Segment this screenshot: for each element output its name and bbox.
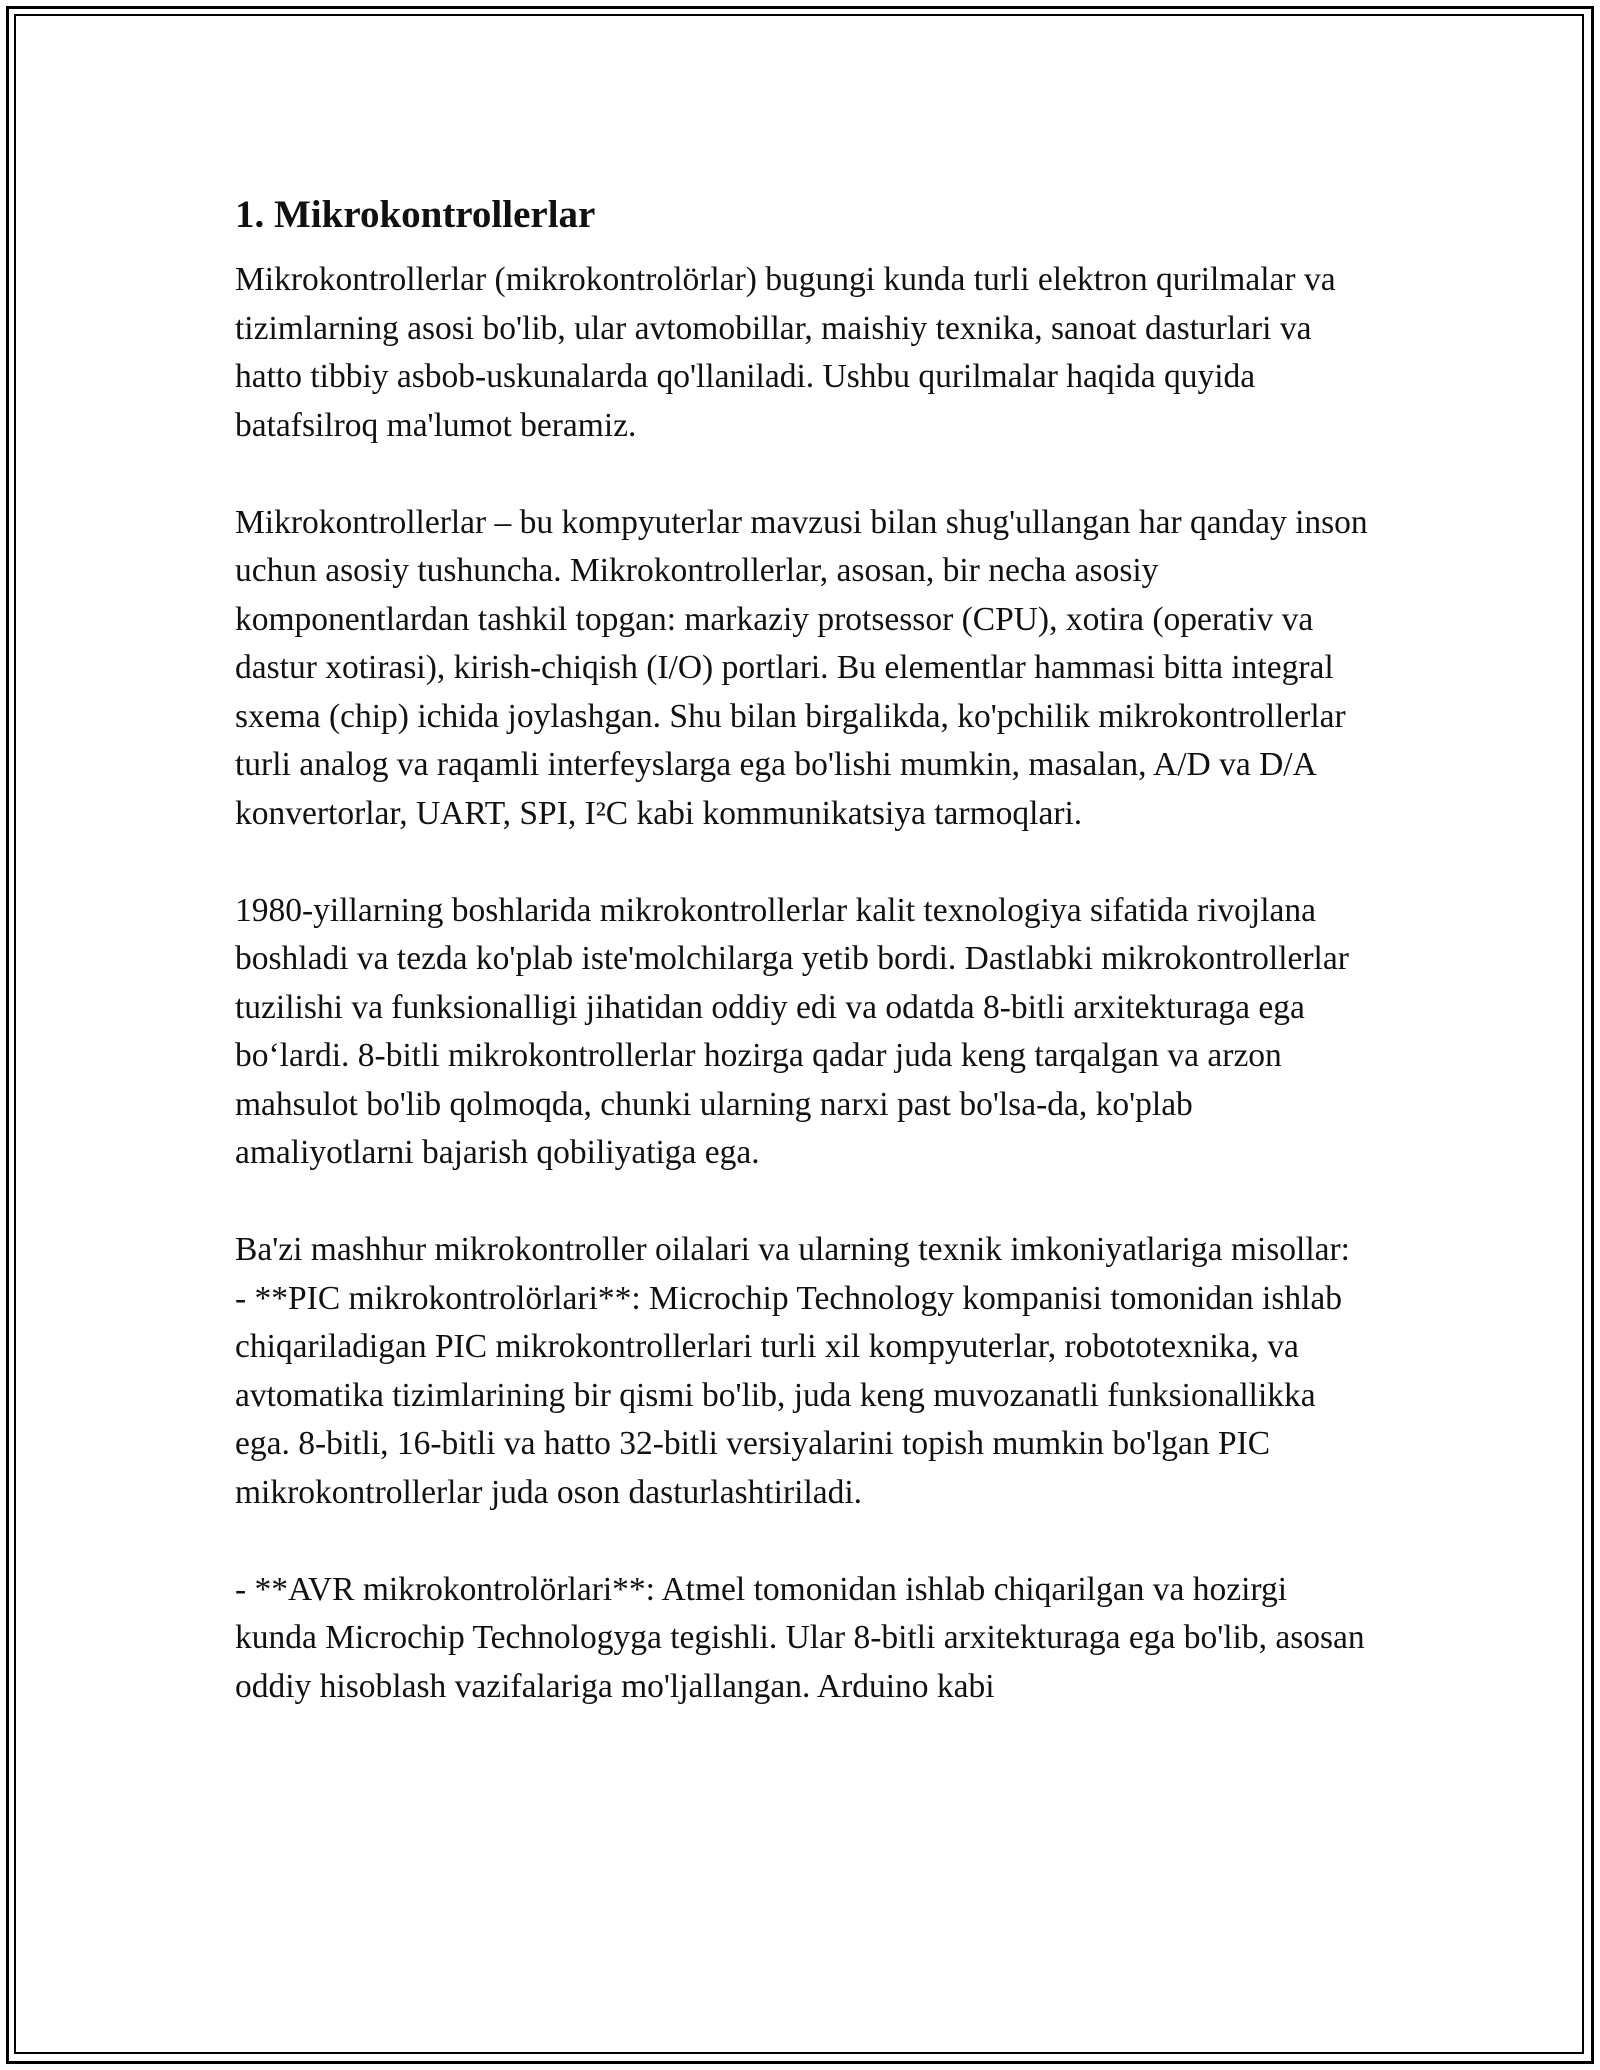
document-body [235, 180, 1375, 1711]
paragraph-gap [235, 1517, 1375, 1566]
paragraph-examples-intro: Ba'zi mashhur mikrokontroller oilalari va ularning texnik imkoniyatlariga misollar: [235, 1231, 1350, 1268]
paragraph-history: 1980-yillarning boshlarida mikrokontrollerlar kalit texnologiya sifatida rivojlana boshladi va tezda ko'plab iste'molchilarga yetib bordi. Dastlabki mikrokontrollerlar tuzilishi va funksionalligi jihatidan oddiy edi va odatda 8-bitli arxitekturaga ega bo‘lardi. 8-bitli mikrokontrollerlar hozirga qadar juda keng tarqalgan va arzon mahsulot bo'lib qolmoqda, chunki ularning narxi past bo'lsa-da, ko'plab amaliyotlarni bajarish qobiliyatiga ega. [235, 891, 1349, 1171]
paragraph-gap [235, 1178, 1375, 1227]
paragraph-definition: Mikrokontrollerlar – bu kompyuterlar mavzusi bilan shug'ullangan har qanday inson uchun asosiy tushuncha. Mikrokontrollerlar, asosan, bir necha asosiy komponentlardan tashkil topgan: markaziy protsessor (CPU), xotira (operativ va dastur xotirasi), kirish-chiqish (I/O) portlari. Bu elementlar hammasi bitta integral sxema (chip) ichida joylashgan. Shu bilan birgalikda, ko'pchilik mikrokontrollerlar turli analog va raqamli interfeyslarga ega bo'lishi mumkin, masalan, A/D va D/A konvertorlar, UART, SPI, I²C kabi kommunikatsiya tarmoqlari. [235, 503, 1368, 832]
paragraph-gap [235, 838, 1375, 887]
section-heading: 1. Mikrokontrollerlar [235, 193, 596, 236]
paragraph-gap [235, 450, 1375, 499]
list-item-avr: - **AVR mikrokontrolörlari**: Atmel tomonidan ishlab chiqarilgan va hozirgi kunda Microchip Technologyga tegishli. Ular 8-bitli arxitekturaga ega bo'lib, asosan oddiy hisoblash vazifalariga mo'ljallangan. Arduino kabi [235, 1570, 1365, 1705]
paragraph-intro: Mikrokontrollerlar (mikrokontrolörlar) bugungi kunda turli elektron qurilmalar va tizimlarning asosi bo'lib, ular avtomobillar, maishiy texnika, sanoat dasturlari va hatto tibbiy asbob-uskunalarda qo'llaniladi. Ushbu qurilmalar haqida quyida batafsilroq ma'lumot beramiz. [235, 261, 1336, 444]
list-item-pic: - **PIC mikrokontrolörlari**: Microchip Technology kompanisi tomonidan ishlab chiqariladigan PIC mikrokontrollerlari turli xil kompyuterlar, robototexnika, va avtomatika tizimlarining bir qismi bo'lib, juda keng muvozanatli funksionallikka ega. 8-bitli, 16-bitli va hatto 32-bitli versiyalarini topish mumkin bo'lgan PIC mikrokontrollerlar juda oson dasturlashtiriladi. [235, 1279, 1343, 1511]
